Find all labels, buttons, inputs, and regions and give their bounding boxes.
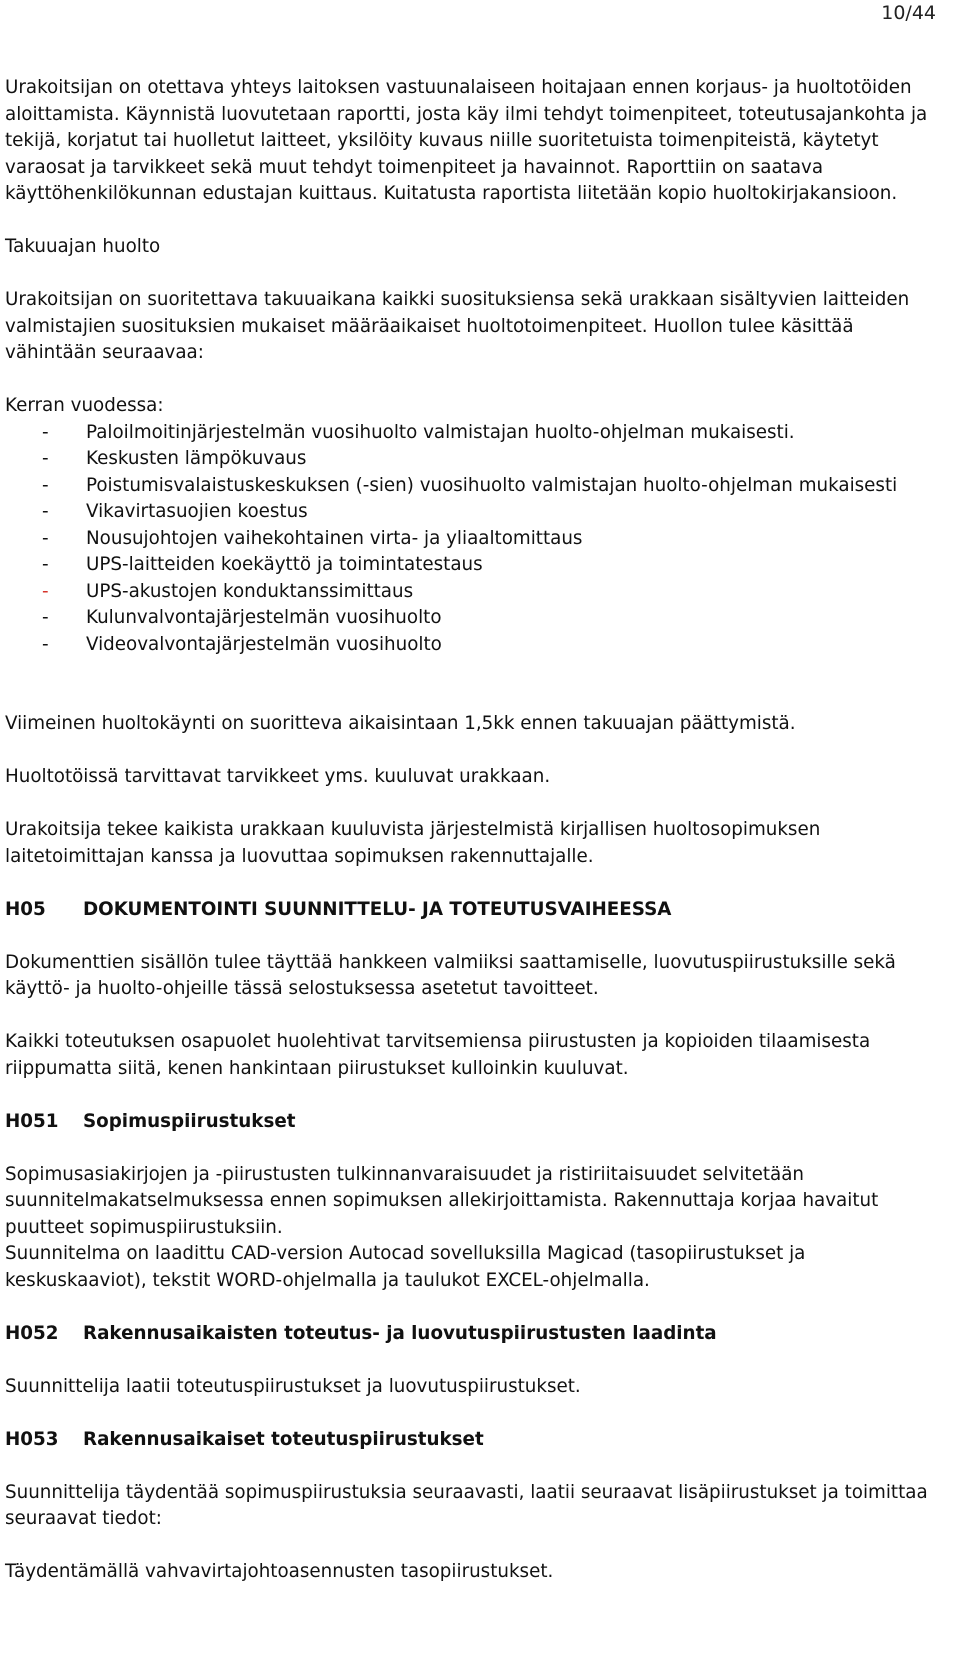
section-heading-h053 [5,1427,945,1454]
section-code: H052 [5,1322,59,1344]
section-title: Rakennusaikaiset toteutuspiirustukset [83,1428,484,1450]
subheading-warranty-maintenance: Takuuajan huolto [5,236,161,257]
paragraph-cad-software: Suunnitelma on laadittu CAD-version Autocad sovelluksilla Magicad (tasopiirustukset ja keskuskaaviot), tekstit WORD-ohjelmalla ja taulukot EXCEL-ohjelmalla. [5,1243,806,1291]
section-code: H051 [5,1110,59,1132]
paragraph-maintenance-contract: Urakoitsija tekee kaikista urakkaan kuuluvista järjestelmistä kirjallisen huoltosopimuksen laitetoimittajan kanssa ja luovuttaa sopimuksen rakennuttajalle. [5,819,821,867]
yearly-maintenance-list [5,420,945,659]
paragraph-drawing-orders: Kaikki toteutuksen osapuolet huolehtivat tarvitsemiensa piirustusten ja kopioiden tilaamisesta riippumatta siitä, kenen hankintaan piirustukset kulloinkin kuuluvat. [5,1031,871,1079]
section-heading-h05 [5,897,945,924]
dash-bullet-highlighted: - [42,580,49,602]
section-title: Sopimuspiirustukset [83,1110,296,1132]
paragraph-maintenance-report: Urakoitsijan on otettava yhteys laitoksen vastuunalaiseen hoitajaan ennen korjaus- ja huoltotöiden aloittamista. Käynnistä luovutetaan raportti, josta käy ilmi tehdyt toimenpiteet, toteutusajankohta ja tekijä, korjatut tai huolletut laitteet, yksilöity kuvaus niille suoritetuista toimenpiteistä, käytetyt varaosat ja tarvikkeet sekä muut tehdyt toimenpiteet ja havainnot. Raporttiin on saatava käyttöhenkilökunnan edustajan kuittaus. Kuitatusta raportista liitetään kopio huoltokirjakansioon. [5,77,928,204]
list-item: - Nousujohtojen vaihekohtainen virta- ja yliaaltomittaus [5,526,945,553]
document-body [5,75,945,1586]
list-item: - Vikavirtasuojien koestus [5,499,945,526]
list-item: - UPS-laitteiden koekäyttö ja toimintatestaus [5,552,945,579]
section-heading-h052 [5,1321,945,1348]
dash-bullet: - [42,554,49,575]
list-item: - UPS-akustojen konduktanssimittaus [5,579,945,606]
section-title: Rakennusaikaisten toteutus- ja luovutuspiirustusten laadinta [83,1322,717,1344]
section-heading-h051 [5,1109,945,1136]
paragraph-contract-documents: Sopimusasiakirjojen ja -piirustusten tulkinnanvaraisuudet ja ristiriitaisuudet selvitetään suunnitelmakatselmuksessa ennen sopimuksen allekirjoittamista. Rakennuttaja korjaa havaitut puutteet sopimuspiirustuksiin. [5,1163,879,1238]
list-item: - Paloilmoitinjärjestelmän vuosihuolto valmistajan huolto-ohjelman mukaisesti. [5,420,945,447]
list-item: - Kulunvalvontajärjestelmän vuosihuolto [5,605,945,632]
paragraph-designer-supplements: Suunnittelija täydentää sopimuspiirustuksia seuraavasti, laatii seuraavat lisäpiirustukset ja toimittaa seuraavat tiedot: [5,1481,928,1529]
dash-bullet: - [42,607,49,628]
section-code: H05 [5,898,46,920]
paragraph-supplies: Huoltotöissä tarvittavat tarvikkeet yms. kuuluvat urakkaan. [5,766,551,787]
paragraph-warranty-obligations: Urakoitsijan on suoritettava takuuaikana kaikki suosituksiensa sekä urakkaan sisältyvien laitteiden valmistajien suosituksien mukaiset määräaikaiset huoltotoimenpiteet. Huollon tulee käsittää vähintään seuraavaa: [5,289,910,363]
paragraph-floor-plans: Täydentämällä vahvavirtajohtoasennusten tasopiirustukset. [5,1561,554,1582]
list-item: - Poistumisvalaistuskeskuksen (-sien) vuosihuolto valmistajan huolto-ohjelman mukaisesti [5,473,945,500]
list-item: - Videovalvontajärjestelmän vuosihuolto [5,632,945,659]
paragraph-document-content: Dokumenttien sisällön tulee täyttää hankkeen valmiiksi saattamiselle, luovutuspiirustuksille sekä käyttö- ja huolto-ohjeille tässä selostuksessa asetetut tavoitteet. [5,951,896,999]
section-title: DOKUMENTOINTI SUUNNITTELU- JA TOTEUTUSVAIHEESSA [83,898,672,920]
dash-bullet: - [42,474,49,496]
yearly-list-label: Kerran vuodessa: [5,395,164,416]
list-item: - Keskusten lämpökuvaus [5,446,945,473]
dash-bullet: - [42,501,49,522]
dash-bullet: - [42,421,49,443]
dash-bullet: - [42,527,49,549]
paragraph-designer-drawings: Suunnittelija laatii toteutuspiirustukset ja luovutuspiirustukset. [5,1375,581,1397]
page-number: 10/44 [881,2,936,24]
dash-bullet: - [42,448,49,469]
dash-bullet: - [42,633,49,655]
section-code: H053 [5,1428,59,1450]
paragraph-last-visit: Viimeinen huoltokäynti on suoritteva aikaisintaan 1,5kk ennen takuuajan päättymistä. [5,713,796,734]
